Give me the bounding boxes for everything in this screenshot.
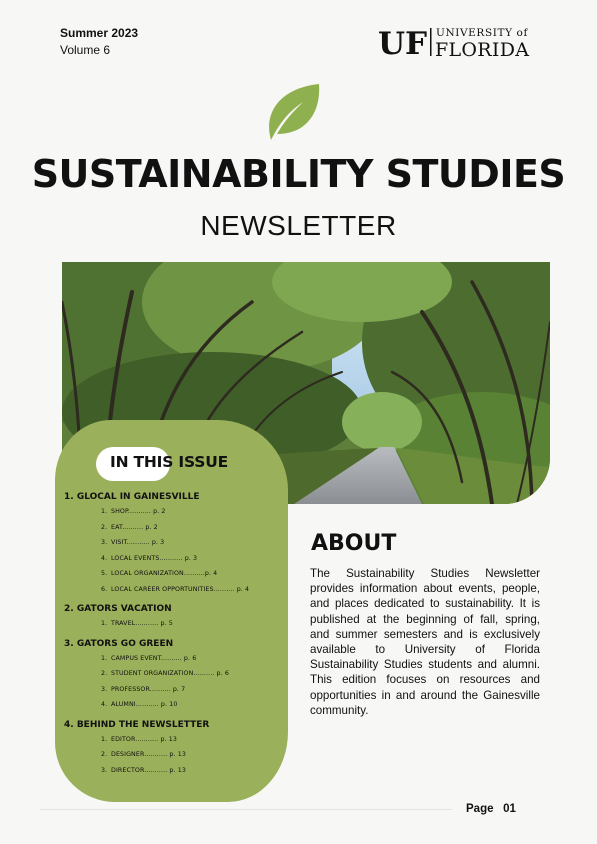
toc-item-number: 3. bbox=[101, 766, 108, 774]
issue-volume: Volume 6 bbox=[60, 43, 111, 57]
page-number bbox=[466, 803, 516, 815]
toc-item-number: 2. bbox=[101, 523, 108, 531]
toc-item-text: LOCAL EVENTS........... p. 3 bbox=[111, 554, 198, 562]
uf-logo-line2: FLORIDA bbox=[435, 39, 530, 61]
toc-item-text: ALUMNI........... p. 10 bbox=[111, 701, 178, 708]
uf-logo-mark: UF bbox=[378, 26, 428, 62]
toc-item-number: 3. bbox=[101, 539, 108, 546]
toc-item-text: EAT.......... p. 2 bbox=[111, 523, 158, 531]
toc-item bbox=[64, 551, 284, 567]
toc-item bbox=[64, 732, 284, 748]
toc-item bbox=[64, 747, 284, 763]
leaf-icon bbox=[263, 82, 323, 144]
toc-item bbox=[64, 682, 284, 698]
page-number-value: 01 bbox=[503, 803, 516, 815]
toc-item-number: 1. bbox=[101, 735, 108, 743]
toc-item-number: 4. bbox=[101, 701, 108, 708]
toc-item-text: SHOP........... p. 2 bbox=[111, 508, 166, 515]
toc-item-number: 3. bbox=[101, 685, 108, 693]
toc-item-text: TRAVEL........... p. 5 bbox=[111, 620, 173, 627]
toc-item bbox=[64, 566, 284, 582]
toc-item-text: LOCAL CAREER OPPORTUNITIES.......... p. 4 bbox=[111, 585, 250, 593]
toc-item-number: 1. bbox=[101, 620, 108, 627]
toc-item bbox=[64, 535, 284, 551]
toc-item bbox=[64, 666, 284, 682]
toc-item bbox=[64, 697, 284, 713]
toc-item-number: 1. bbox=[101, 508, 108, 515]
toc-item-number: 5. bbox=[101, 570, 108, 577]
toc-heading: IN THIS ISSUE bbox=[110, 453, 228, 471]
toc-list bbox=[64, 490, 284, 778]
toc-item-text: DESIGNER........... p. 13 bbox=[111, 751, 186, 758]
toc-item-number: 2. bbox=[101, 670, 108, 677]
toc-item bbox=[64, 763, 284, 779]
toc-item-text: PROFESSOR.......... p. 7 bbox=[111, 685, 186, 693]
uf-logo bbox=[378, 22, 550, 62]
newsletter-subtitle: NEWSLETTER bbox=[200, 210, 397, 241]
toc-item-text: DIRECTOR........... p. 13 bbox=[111, 766, 186, 774]
toc-section: 2. GATORS VACATION bbox=[64, 604, 172, 614]
toc-item-number: 4. bbox=[101, 554, 108, 562]
toc-item-text: CAMPUS EVENT.......... p. 6 bbox=[111, 654, 197, 662]
toc-item bbox=[64, 504, 284, 520]
about-body: The Sustainability Studies Newsletter provides information about events, people, and places dedicated to sustainability. It is published at the beginning of fall, spring, and summer semesters and is exclusively available to University of Florida Sustainability Studies students and alumni. This edition focuses on resources and opportunities in and around the Gainesville community. bbox=[310, 567, 540, 717]
toc-item bbox=[64, 582, 284, 598]
newsletter-title: SUSTAINABILITY STUDIES bbox=[31, 152, 566, 196]
toc-item bbox=[64, 651, 284, 667]
toc-section: 1. GLOCAL IN GAINESVILLE bbox=[64, 492, 200, 502]
issue-season: Summer 2023 bbox=[60, 26, 139, 40]
footer-divider bbox=[40, 809, 452, 810]
toc-item-text: LOCAL ORGANIZATION..........p. 4 bbox=[111, 570, 218, 577]
toc-item-number: 1. bbox=[101, 654, 108, 662]
toc-item-text: VISIT........... p. 3 bbox=[111, 539, 165, 546]
toc-item-number: 2. bbox=[101, 751, 108, 758]
page-label: Page bbox=[466, 803, 494, 815]
toc-item-number: 6. bbox=[101, 585, 108, 593]
toc-section: 3. GATORS GO GREEN bbox=[64, 638, 174, 649]
toc-item bbox=[64, 616, 284, 632]
toc-item-text: STUDENT ORGANIZATION.......... p. 6 bbox=[111, 670, 229, 677]
toc-item-text: EDITOR........... p. 13 bbox=[111, 735, 177, 743]
toc-item bbox=[64, 520, 284, 536]
about-heading: ABOUT bbox=[311, 531, 397, 556]
uf-logo-line1: UNIVERSITY of bbox=[436, 27, 528, 39]
toc-section: 4. BEHIND THE NEWSLETTER bbox=[64, 719, 210, 730]
